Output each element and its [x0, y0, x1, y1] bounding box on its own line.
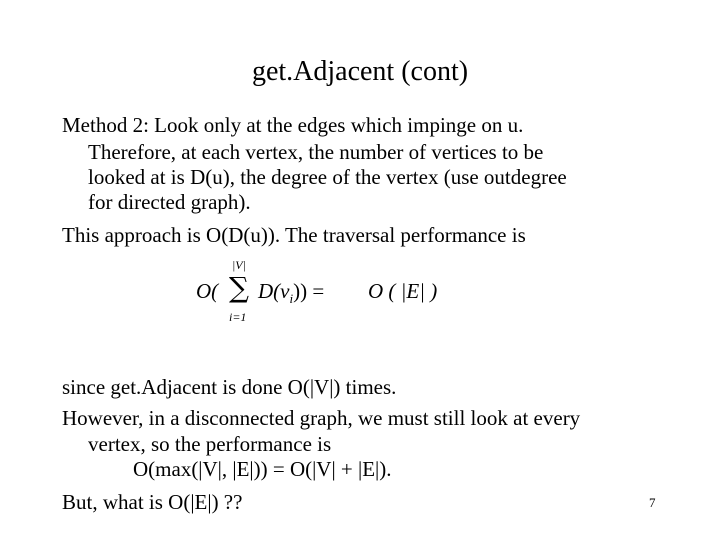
degree-term-text: D(v [258, 279, 290, 303]
body-line-looked-at: looked at is D(u), the degree of the vertex (use outdegree [88, 165, 567, 189]
slide-title: get.Adjacent (cont) [251, 56, 469, 87]
body-line-vertex-performance: vertex, so the performance is [88, 432, 332, 456]
summation-formula [196, 258, 466, 328]
body-line-directed-graph: for directed graph). [88, 190, 251, 214]
result-text: O ( |E| ) [368, 279, 438, 303]
body-line-max-formula: O(max(|V|, |E|)) = O(|V| + |E|). [133, 457, 392, 481]
sigma-lower-limit: i=1 [229, 310, 247, 324]
body-line-method-2: Method 2: Look only at the edges which impinge on u. [62, 113, 524, 137]
body-line-since: since get.Adjacent is done O(|V|) times. [62, 375, 397, 399]
degree-term [258, 279, 324, 306]
body-line-however: However, in a disconnected graph, we must still look at every [62, 406, 581, 430]
big-o-open: O( [196, 279, 219, 303]
degree-term-close: )) = [293, 279, 325, 303]
body-line-this-approach: This approach is O(D(u)). The traversal performance is [62, 223, 526, 247]
sigma-upper-limit: |V| [232, 258, 246, 272]
degree-term-subscript: i [289, 291, 294, 306]
body-line-therefore: Therefore, at each vertex, the number of vertices to be [88, 140, 544, 164]
summation-sigma: ∑ [229, 271, 249, 304]
formula-result [368, 279, 437, 303]
body-line-what-is: But, what is O(|E|) ?? [62, 490, 243, 514]
slide-number: 7 [649, 495, 656, 510]
